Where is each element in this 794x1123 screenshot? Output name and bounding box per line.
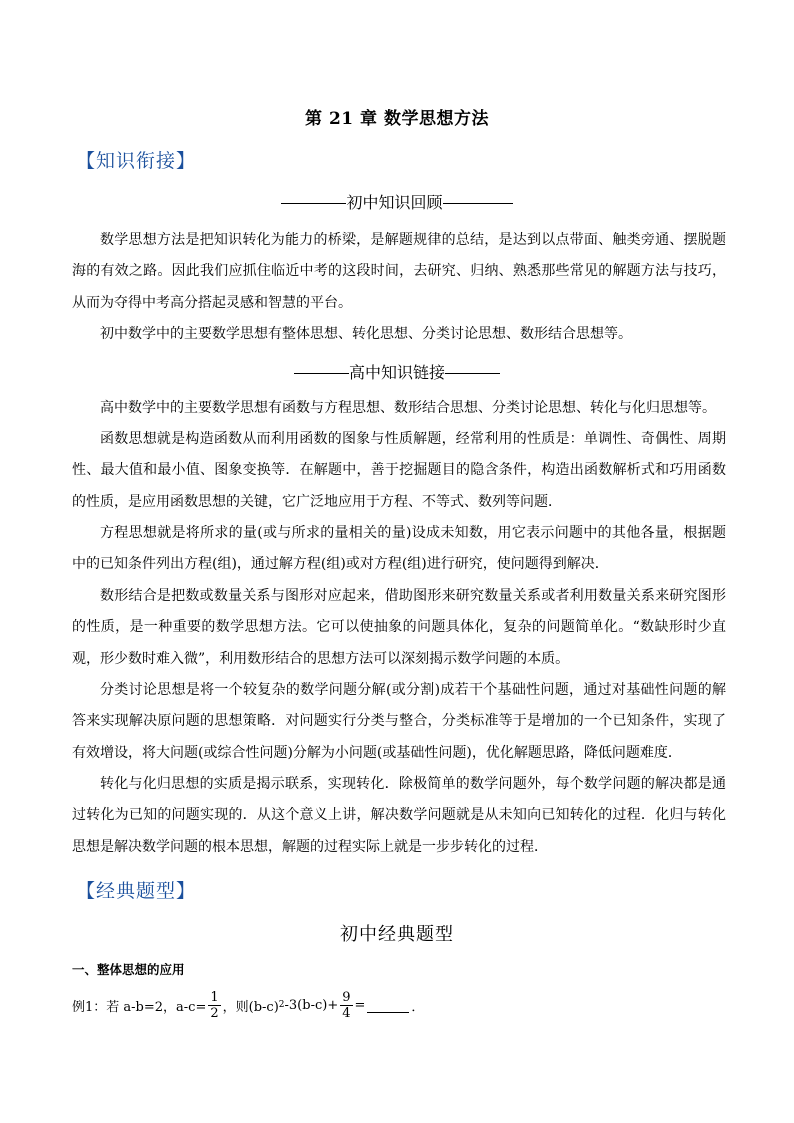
heading-rule-left [281,203,346,204]
fraction-denominator: 4 [342,1005,351,1021]
equals-sign: = [354,997,366,1013]
section-header-knowledge [76,146,196,173]
section-label: 经典题型 [96,880,177,902]
paragraph-classification: 分类讨论思想是将一个较复杂的数学问题分解(或分割)成若干个基础性问题，通过对基础性问题的解答来实现解决原问题的思想策略．对问题实行分类与整合，分类标准等于是增加的一个已知条件，实现了有效增设，将大问题(或综合性问题)分解为小问题(或基础性问题)，优化解题思路，降低问题难度． [72,682,726,761]
junior-review-heading [0,190,794,213]
paragraph-senior-thoughts: 高中数学中的主要数学思想有函数与方程思想、数形结合思想、分类讨论思想、转化与化归思想等。 [100,400,716,416]
bracket-close: 】 [176,880,197,902]
fraction-numerator: 1 [210,989,219,1005]
bracket-open: 【 [76,880,97,902]
paragraph-equation-thought: 方程思想就是将所求的量(或与所求的量相关的量)设成未知数，用它表示问题中的其他各量，根据题中的已知条件列出方程(组)，通过解方程(组)或对方程(组)进行研究，使问题得到解决． [72,525,726,573]
fraction-denominator: 2 [210,1005,219,1021]
example-end: ． [411,999,425,1015]
heading-rule-right [445,373,500,374]
exponent: 2 [278,1000,285,1010]
heading-text: 初中知识回顾 [346,193,443,212]
example-prefix: 例1：若 a-b=2，a-c= [72,999,207,1015]
fraction-numerator: 9 [342,989,351,1005]
fraction-one-half [208,990,220,1021]
senior-link-heading [0,360,794,383]
section-label: 知识衔接 [96,150,177,172]
fraction-nine-fourths [340,990,352,1021]
example-1 [72,985,424,1025]
paragraph-function-thought: 函数思想就是构造函数从而利用函数的图象与性质解题，经常利用的性质是：单调性、奇偶性、周期性、最大值和最小值、图象变换等．在解题中，善于挖掘题目的隐含条件，构造出函数解析式和巧用函数的性质，是应用函数思想的关键，它广泛地应用于方程、不等式、数列等问题． [72,431,726,510]
example-middle: ，则(b-c) [222,999,279,1015]
document-title: 第 21 章 数学思想方法 [305,109,489,129]
junior-classic-heading: 初中经典题型 [340,924,454,945]
paragraph-transformation: 转化与化归思想的实质是揭示联系，实现转化．除极简单的数学问题外，每个数学问题的解决都是通过转化为已知的问题实现的．从这个意义上讲，解决数学问题就是从未知向已知转化的过程．化归与转化思想是解决数学问题的根本思想，解题的过程实际上就是一步步转化的过程． [72,776,726,855]
subsection-heading-1: 一、整体思想的应用 [72,962,185,977]
paragraph-number-shape: 数形结合是把数或数量关系与图形对应起来，借助图形来研究数量关系或者利用数量关系来研究图形的性质，是一种重要的数学思想方法。它可以使抽象的问题具体化，复杂的问题简单化。“数缺形时少直观，形少数时难入微”，利用数形结合的思想方法可以深刻揭示数学问题的本质。 [72,588,726,667]
heading-rule-right [443,203,513,204]
heading-text: 高中知识链接 [348,363,445,382]
answer-blank[interactable] [367,998,409,1013]
paragraph-junior-thoughts: 初中数学中的主要数学思想有整体思想、转化思想、分类讨论思想、数形结合思想等。 [100,326,632,342]
paragraph-intro: 数学思想方法是把知识转化为能力的桥梁，是解题规律的总结，是达到以点带面、触类旁通、摆脱题海的有效之路。因此我们应抓住临近中考的这段时间，去研究、归纳、熟悉那些常见的解题方法与技巧，从而为夺得中考高分搭起灵感和智慧的平台。 [72,232,726,311]
bracket-open: 【 [76,150,97,172]
bracket-close: 】 [176,150,197,172]
section-header-classic [76,876,196,903]
example-after-exponent: -3(b-c)+ [284,997,339,1013]
heading-rule-left [294,373,349,374]
